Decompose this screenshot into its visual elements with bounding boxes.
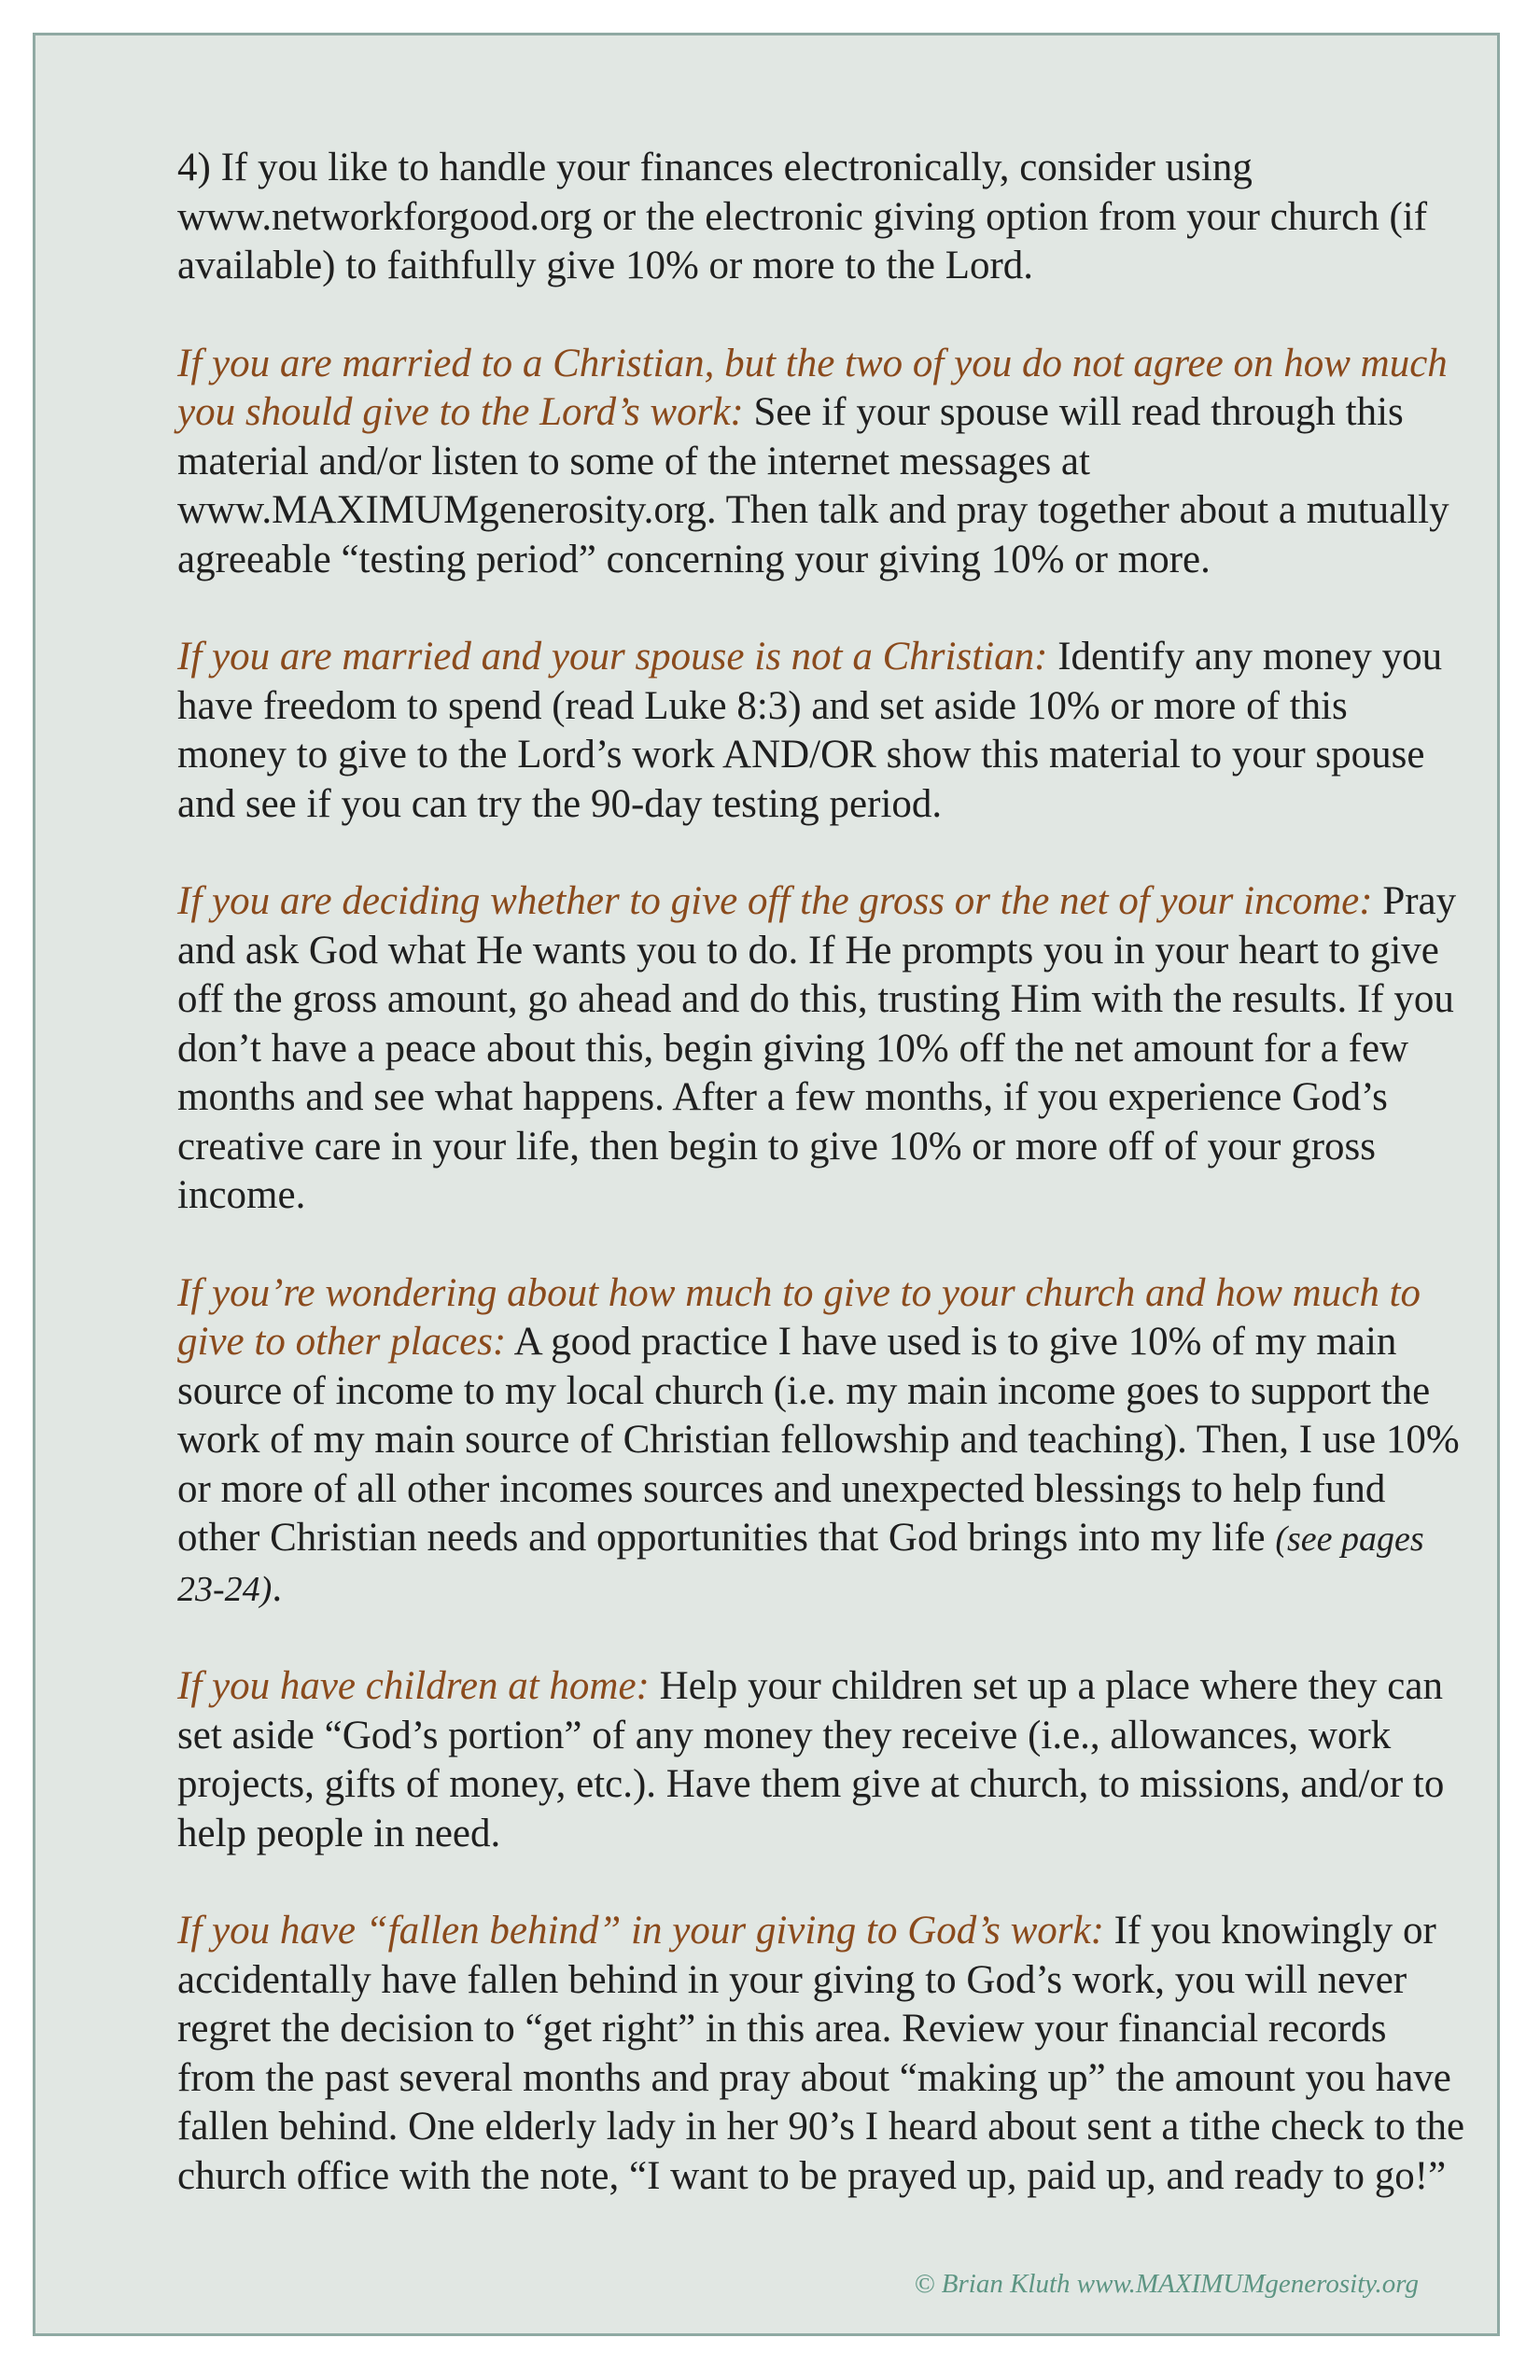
paragraph-text: Pray and ask God what He wants you to do. If He prompts you in your heart to give off the gross amount, go ahead and do this, trusting Him with the results. If you don’t have a peace about this, begin giving 10% off the net amount for a few months and see what happens. After a few months, if you experience God’s creative care in your life, then begin to give 10% or more off of your gross income.: [177, 879, 1457, 1217]
paragraph-text: 4) If you like to handle your finances electronically, consider using www.networkforgood.org or the electronic giving option from your church (if available) to faithfully give 10% or more to the Lord.: [177, 146, 1428, 287]
paragraph-text: If you knowingly or accidentally have fallen behind in your giving to God’s work, you will never regret the decision to “get right” in this area. Review your financial records from the past several months and pray about “making up” the amount you have fallen behind. One elderly lady in her 90’s I heard about sent a tithe check to the church office with the note, “I want to be prayed up, paid up, and ready to go!”: [177, 1909, 1465, 2198]
paragraph-heading: If you’re wondering about how much to give to your church and how much to give to other places:: [177, 1270, 1421, 1364]
paragraph-electronic-giving: [177, 144, 1465, 291]
paragraph-church-and-other: [177, 1269, 1465, 1615]
paragraph-heading: If you are married to a Christian, but the two of you do not agree on how much you should give to the Lord’s work:: [177, 341, 1448, 434]
paragraph-text: Identify any money you have freedom to spend (read Luke 8:3) and set aside 10% or more of this money to give to the Lord’s work AND/OR show this material to your spouse and see if you can try the 90-day testing period.: [177, 635, 1443, 826]
paragraph-heading: If you have “fallen behind” in your giving to God’s work:: [177, 1909, 1104, 1953]
page-reference: (see pages 23-24): [177, 1519, 1424, 1609]
paragraph-end-punctuation: .: [272, 1565, 283, 1610]
paragraph-text: Help your children set up a place where they can set aside “God’s portion” of any money they receive (i.e., allowances, work projects, gifts of money, etc.). Have them give at church, to missions, and/or to help people in need.: [177, 1664, 1445, 1855]
content-body: [177, 144, 1465, 2249]
paragraph-gross-or-net: [177, 877, 1465, 1221]
page-frame: [33, 33, 1500, 2336]
paragraph-heading: If you are married and your spouse is not a Christian:: [177, 635, 1048, 679]
paragraph-text: A good practice I have used is to give 10% of my main source of income to my local church (i.e. my main income goes to support the work of my main source of Christian fellowship and teaching). Then, I use 10% or more of all other incomes sources and unexpected blessings to help fund other Christian needs and opportunities that God brings into my life: [177, 1320, 1460, 1560]
paragraph-spouse-not-christian: [177, 633, 1465, 829]
paragraph-text: See if your spouse will read through this material and/or listen to some of the internet messages at www.MAXIMUMgenerosity.org. Then talk and pray together about a mutually agreeable “testing period” concerning your giving 10% or more.: [177, 390, 1449, 581]
paragraph-children-at-home: [177, 1662, 1465, 1858]
paragraph-heading: If you have children at home:: [177, 1664, 650, 1708]
paragraph-fallen-behind: [177, 1907, 1465, 2201]
paragraph-heading: If you are deciding whether to give off the gross or the net of your income:: [177, 879, 1373, 923]
paragraph-married-christian: [177, 340, 1465, 585]
copyright-footer: © Brian Kluth www.MAXIMUMgenerosity.org: [914, 2269, 1419, 2299]
